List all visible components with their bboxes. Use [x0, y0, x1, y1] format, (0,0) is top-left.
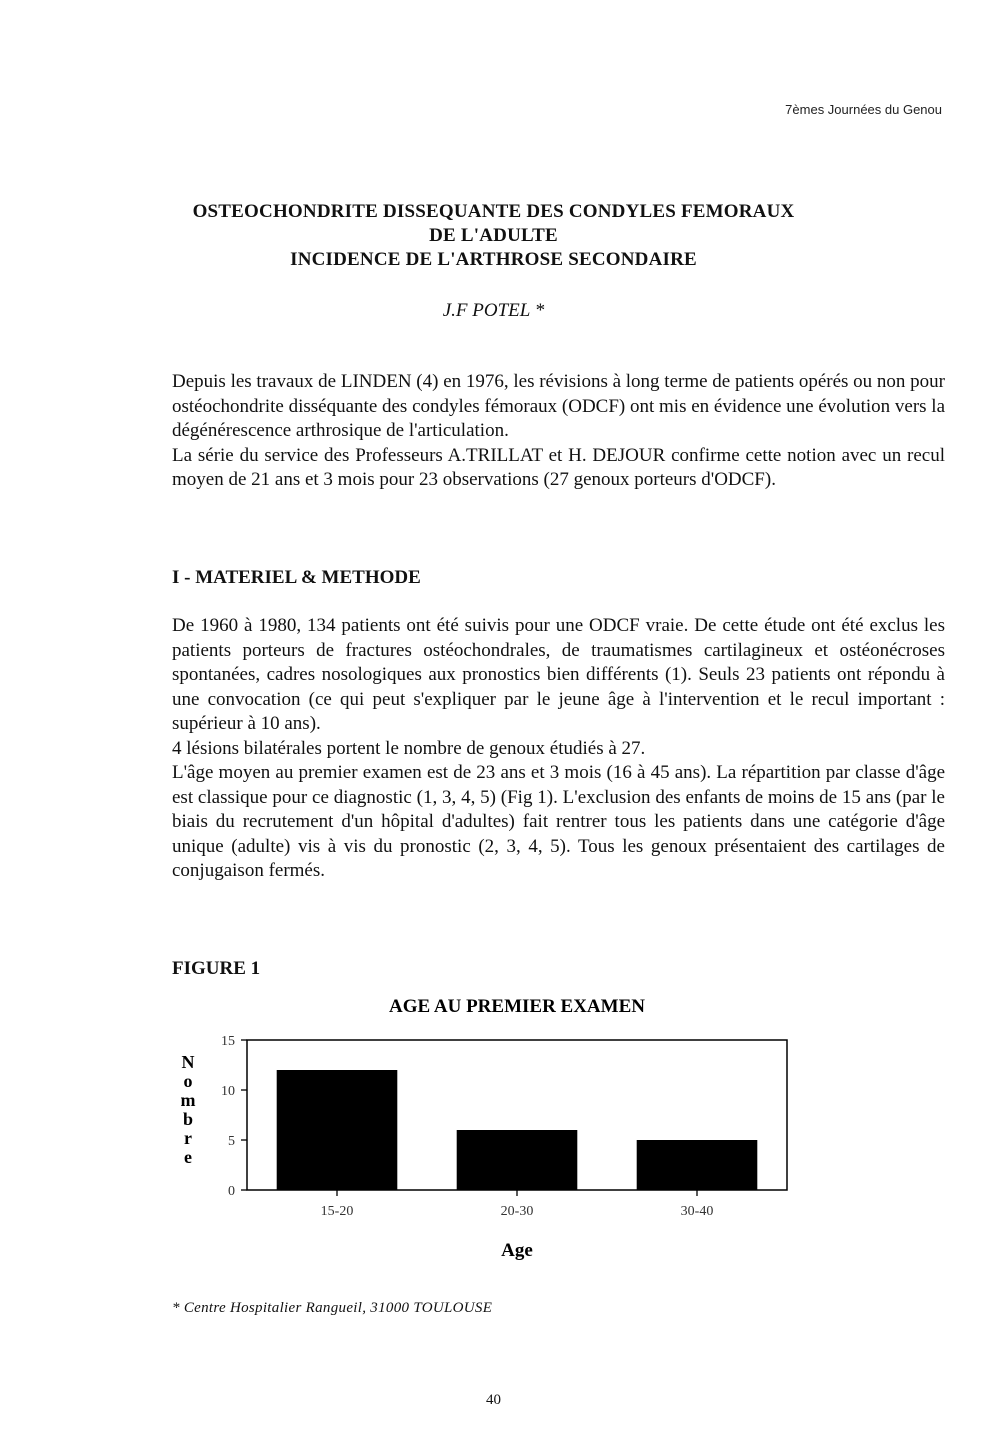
- bar: [457, 1130, 578, 1190]
- methods-section: [172, 614, 945, 884]
- x-tick-label: 20-30: [500, 1204, 534, 1219]
- author: J.F POTEL *: [442, 300, 545, 321]
- y-axis: [221, 1034, 247, 1199]
- methods-paragraph-3: L'âge moyen au premier examen est de 23 ans et 3 mois (16 à 45 ans). La répartition par classe d'âge est classique pour ce diagnostic (1, 3, 4, 5) (Fig 1). L'exclusion des enfants de moins de 15 ans (par le biais du recrutement d'un hôpital d'adultes) fait rentrer tous les patients dans une catégorie d'âge unique (adulte) vis à vis du pronostic (2, 3, 4, 5). Tous les genoux présentaient des cartilages de conjugaison fermés.: [172, 762, 945, 881]
- y-tick-label: 10: [221, 1084, 235, 1099]
- footnote: * Centre Hospitalier Rangueil, 31000 TOULOUSE: [172, 1300, 493, 1316]
- title-line-3: INCIDENCE DE L'ARTHROSE SECONDAIRE: [290, 249, 697, 270]
- bar: [637, 1140, 758, 1190]
- y-axis-label-letter: o: [183, 1071, 193, 1091]
- x-axis: [321, 1190, 714, 1219]
- bars: [277, 1070, 758, 1190]
- methods-paragraph-2: 4 lésions bilatérales portent le nombre de genoux étudiés à 27.: [172, 737, 646, 759]
- x-axis-label: Age: [501, 1240, 533, 1261]
- methods-paragraph-1: De 1960 à 1980, 134 patients ont été suivis pour une ODCF vraie. De cette étude ont été exclus les patients porteurs de fractures ostéochondrales, de traumatismes cartilagineux et ostéonécroses spontanées, cadres nosologiques aux pronostics bien différents (1). Seuls 23 patients ont répondu à une convocation (ce qui peut s'expliquer par le jeune âge à l'intervention et le recul important : supérieur à 10 ans).: [172, 615, 945, 734]
- bar-chart: [160, 990, 820, 1265]
- x-tick-label: 30-40: [680, 1204, 714, 1219]
- y-axis-label-letter: b: [182, 1109, 194, 1129]
- intro-section: [172, 370, 945, 493]
- chart-title: AGE AU PREMIER EXAMEN: [389, 996, 645, 1017]
- bar: [277, 1070, 398, 1190]
- y-axis-label-letter: m: [180, 1090, 196, 1110]
- article-title: [0, 200, 987, 272]
- y-axis-label-letter: N: [181, 1052, 195, 1072]
- y-axis-label: [181, 1052, 196, 1167]
- figure-1-chart: [160, 990, 820, 1270]
- y-axis-label-letter: r: [184, 1128, 192, 1148]
- running-header: 7èmes Journées du Genou: [785, 102, 942, 117]
- intro-paragraph-2: La série du service des Professeurs A.TRILLAT et H. DEJOUR confirme cette notion avec un recul moyen de 21 ans et 3 mois pour 23 observations (27 genoux porteurs d'ODCF).: [172, 444, 945, 490]
- y-tick-label: 15: [221, 1034, 235, 1049]
- intro-paragraph-1: Depuis les travaux de LINDEN (4) en 1976, les révisions à long terme de patients opérés ou non pour ostéochondrite disséquante des condyles fémoraux (ODCF) ont mis en évidence une évolution vers la dégénérescence arthrosique de l'articulation.: [172, 371, 945, 441]
- y-tick-label: 5: [228, 1134, 235, 1149]
- title-line-1: OSTEOCHONDRITE DISSEQUANTE DES CONDYLES FEMORAUX: [192, 201, 795, 222]
- figure-label: FIGURE 1: [172, 958, 261, 979]
- y-axis-label-letter: e: [184, 1147, 192, 1167]
- section-heading: I - MATERIEL & METHODE: [172, 567, 421, 588]
- title-line-2: DE L'ADULTE: [429, 225, 558, 246]
- x-tick-label: 15-20: [320, 1204, 354, 1219]
- page-number: 40: [486, 1392, 501, 1408]
- y-tick-label: 0: [228, 1184, 235, 1199]
